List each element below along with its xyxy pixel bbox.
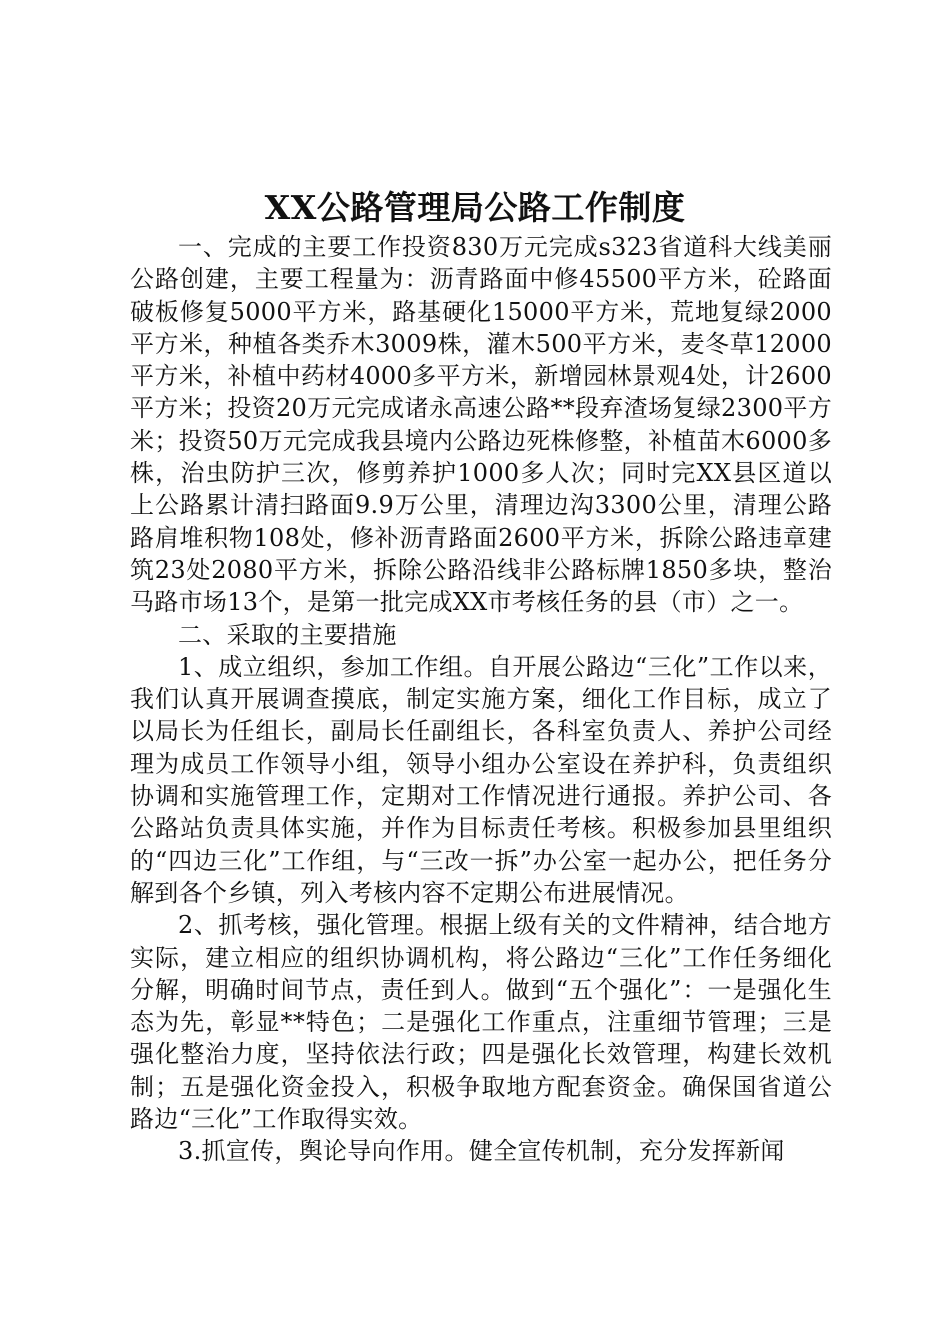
paragraph-measure-3: 3.抓宣传，舆论导向作用。健全宣传机制，充分发挥新闻 (178, 1137, 785, 1166)
paragraph-measure-1: 1、成立组织，参加工作组。自开展公路边“三化”工作以来，我们认真开展调查摸底，制定实施方案，细化工作目标，成立了以局长为任组长，副局长任副组长，各科室负责人、养护公司经理为成员工作领导小组，领导小组办公室设在养护科，负责组织协调和实施管理工作，定期对工作情况进行通报。养护公司、各公路站负责具体实施，并作为目标责任考核。积极参加县里组织的“四边三化”工作组，与“三改一拆”办公室一起办公，把任务分解到各个乡镇，列入考核内容不定期公布进展情况。 (130, 652, 832, 907)
document-title: XX公路管理局公路工作制度 (264, 188, 686, 227)
paragraph-measures-heading: 二、采取的主要措施 (178, 620, 397, 649)
document-body (130, 231, 832, 1168)
paragraph-work-summary: 一、完成的主要工作投资830万元完成s323省道科大线美丽公路创建，主要工程量为：沥青路面中修45500平方米，砼路面破板修复5000平方米，路基硬化15000平方米，荒地复绿2000平方米，种植各类乔木3009株，灌木500平方米，麦冬草12000平方米，补植中药材4000多平方米，新增园林景观4处，计2600平方米；投资20万元完成诸永高速公路**段弃渣场复绿2300平方米；投资50万元完成我县境内公路边死株修整，补植苗木6000多株，治虫防护三次，修剪养护1000多人次；同时完XX县区道以上公路累计清扫路面9.9万公里，清理边沟3300公里，清理公路路肩堆积物108处，修补沥青路面2600平方米，拆除公路违章建筑23处2080平方米，拆除公路沿线非公路标牌1850多块，整治马路市场13个，是第一批完成XX市考核任务的县（市）之一。 (130, 233, 832, 617)
paragraph-measure-2: 2、抓考核，强化管理。根据上级有关的文件精神，结合地方实际，建立相应的组织协调机构，将公路边“三化”工作任务细化分解，明确时间节点，责任到人。做到“五个强化”：一是强化生态为先，彰显**特色；二是强化工作重点，注重细节管理；三是强化整治力度，坚持依法行政；四是强化长效管理，构建长效机制；五是强化资金投入，积极争取地方配套资金。确保国省道公路边“三化”工作取得实效。 (130, 911, 832, 1134)
